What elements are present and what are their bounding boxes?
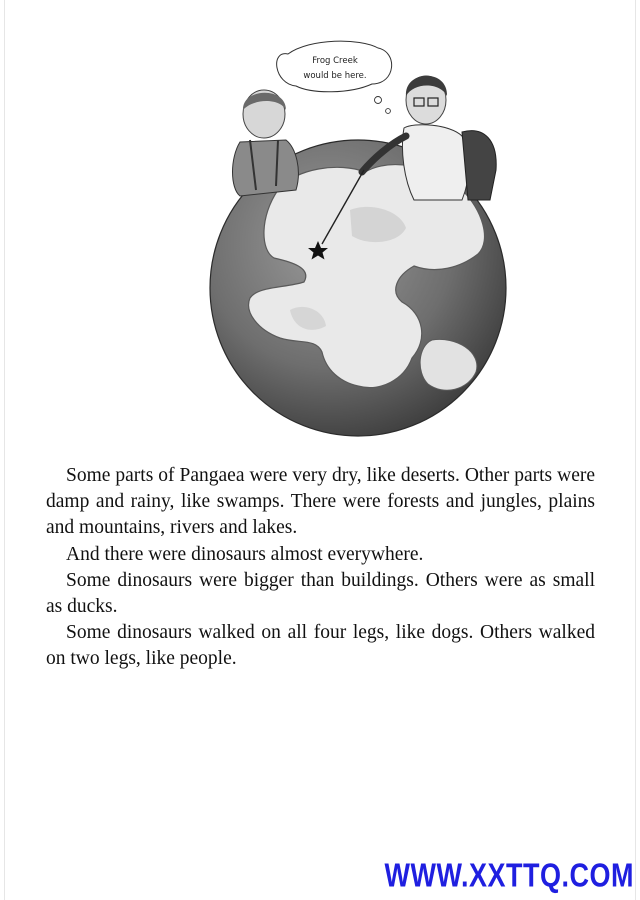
paragraph-1: Some parts of Pangaea were very dry, like deserts. Other parts were damp and rainy, like swamps. There were forests and jungles, plains and mountains, rivers and lakes.	[46, 465, 595, 539]
watermark-link[interactable]: WWW.XXTTQ.COM	[384, 856, 634, 894]
pangaea-globe-illustration	[200, 40, 510, 450]
bubble-line-1: Frog Creek	[312, 56, 358, 66]
paragraph-2: And there were dinosaurs almost everywhere.	[66, 543, 424, 565]
paragraph-4: Some dinosaurs walked on all four legs, like dogs. Others walked on two legs, like people.	[46, 622, 595, 670]
speech-bubble	[277, 41, 392, 113]
paragraph-3: Some dinosaurs were bigger than buildings. Others were as small as ducks.	[46, 569, 595, 618]
story-text	[46, 463, 595, 673]
annie-figure	[233, 90, 299, 196]
bubble-line-2: would be here.	[303, 71, 367, 81]
